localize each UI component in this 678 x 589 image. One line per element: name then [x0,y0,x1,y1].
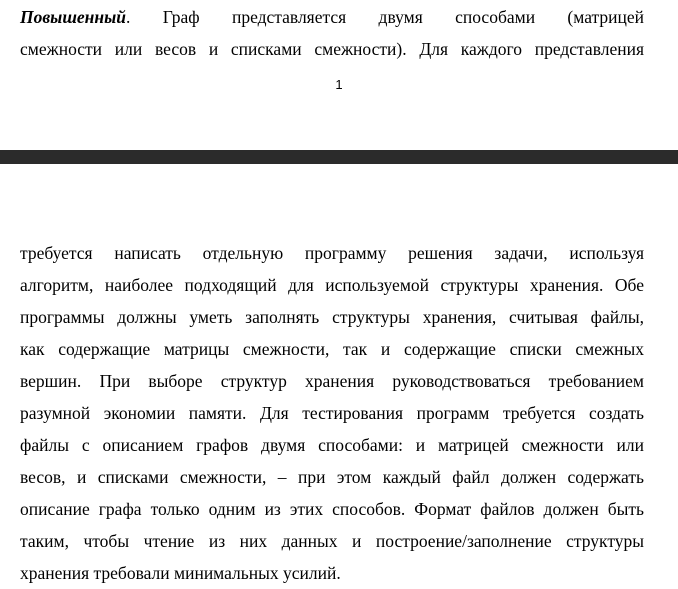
paragraph-line-1 [20,2,644,32]
paragraph-line-9: файлы с описанием графов двумя способами: и матрицей смежности или [20,435,644,455]
paragraph-line-7: вершин. При выборе структур хранения руководствоваться требованием [20,371,644,391]
paragraph-line-5: программы должны уметь заполнять структуры хранения, считывая файлы, [20,307,644,327]
paragraph-line-13: хранения требовали минимальных усилий. [20,563,341,583]
page-number: 1 [335,77,343,92]
paragraph-line-4: алгоритм, наиболее подходящий для используемой структуры хранения. Обе [20,275,644,295]
paragraph-line-2: смежности или весов и списками смежности). Для каждого представления [20,39,644,59]
paragraph-line-10: весов, и списками смежности, – при этом каждый файл должен содержать [20,467,644,487]
paragraph-line-11: описание графа только одним из этих способов. Формат файлов должен быть [20,499,644,519]
page-break-bar [0,150,678,164]
paragraph-line-8: разумной экономии памяти. Для тестирования программ требуется создать [20,403,644,423]
paragraph-line-3: требуется написать отдельную программу решения задачи, используя [20,243,644,263]
paragraph-line-6: как содержащие матрицы смежности, так и содержащие списки смежных [20,339,644,359]
emphasis-heading: Повышенный [20,7,126,27]
paragraph-line-1-text: . Граф представляется двумя способами (матрицей [125,7,644,27]
paragraph-line-12: таким, чтобы чтение из них данных и построение/заполнение структуры [20,531,644,551]
